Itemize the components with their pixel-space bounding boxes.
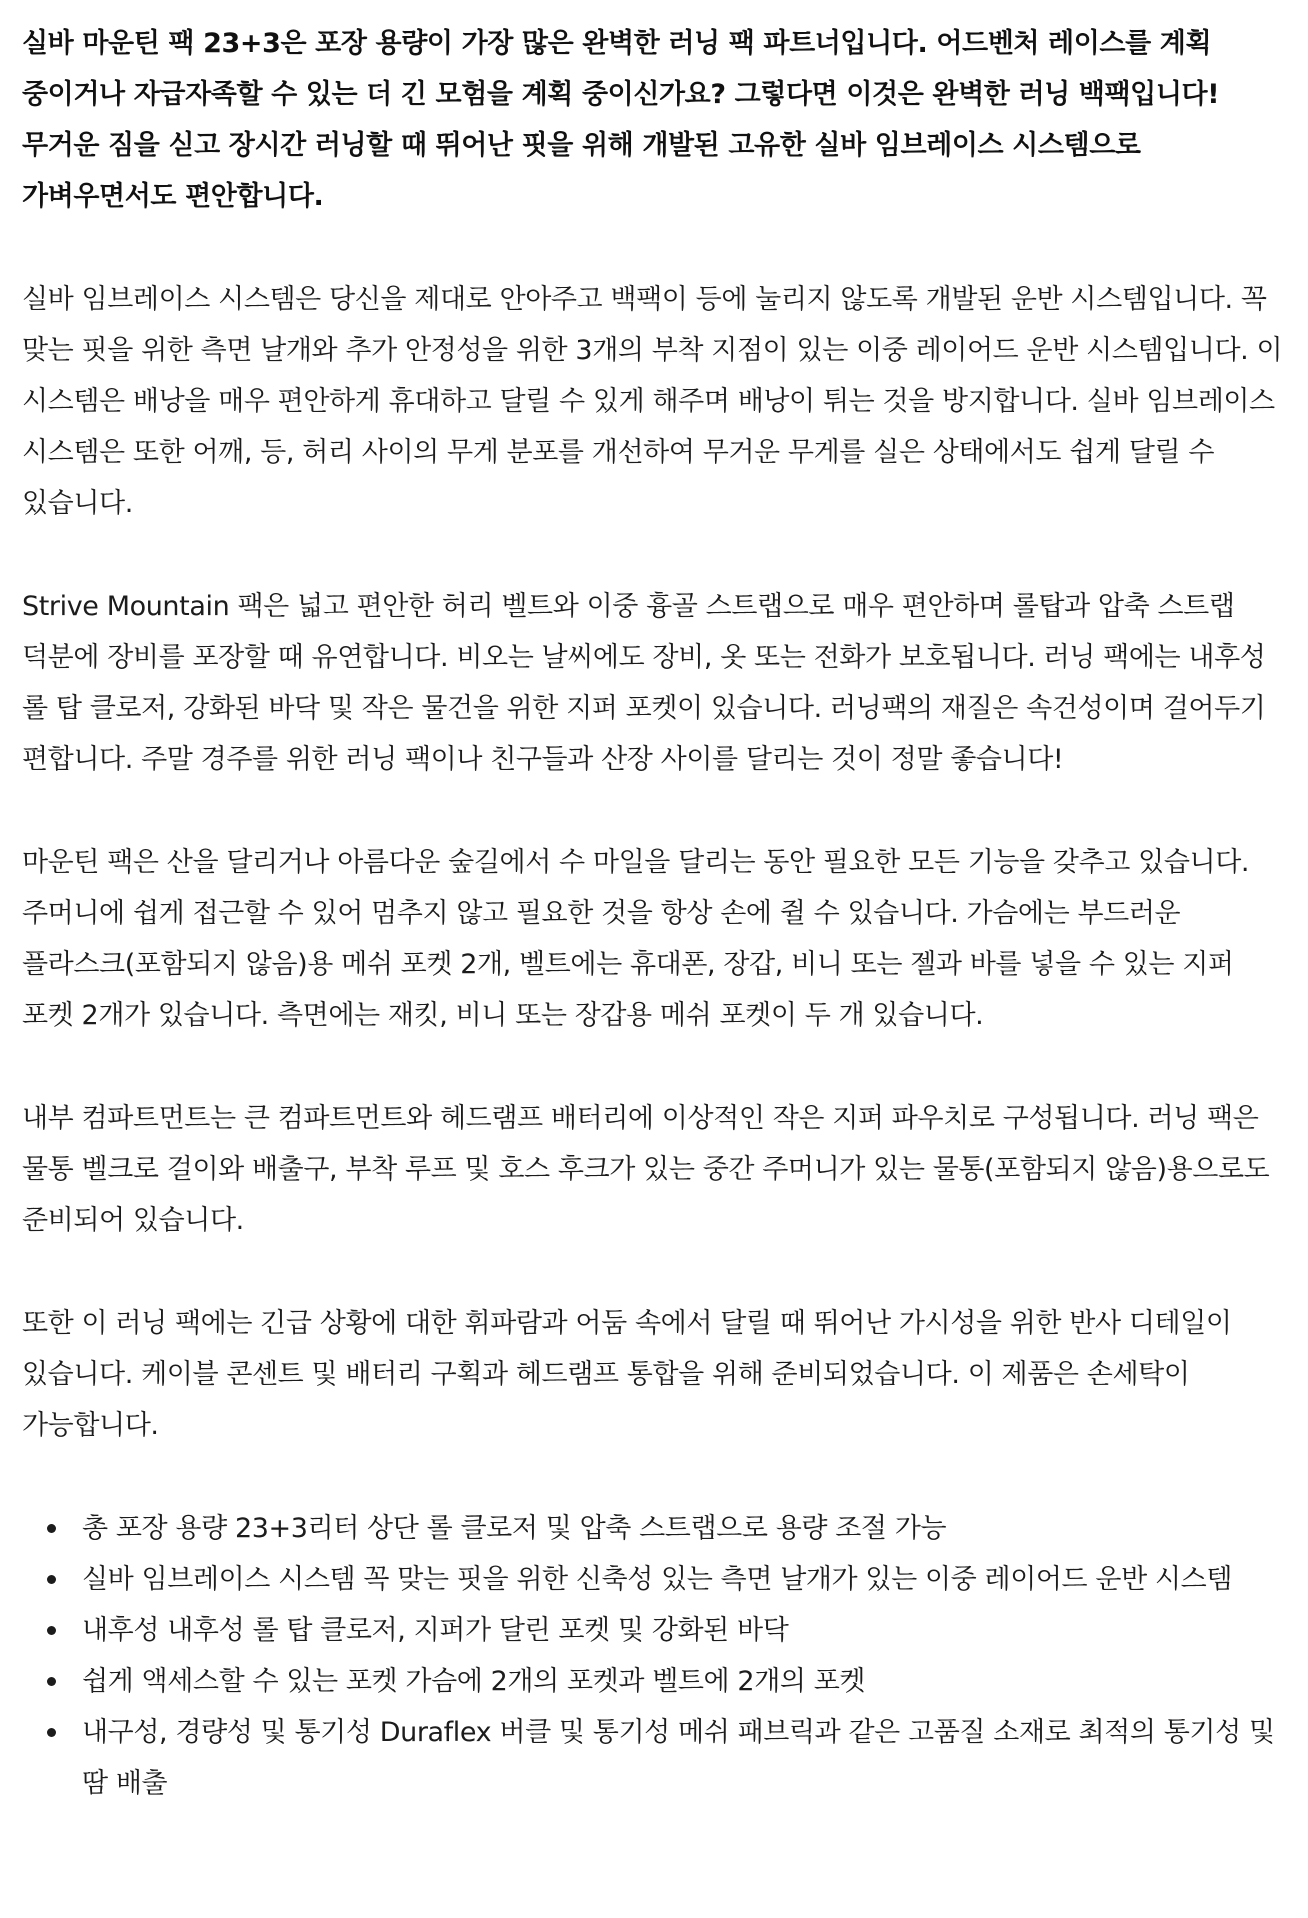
bullet-icon: [47, 1728, 56, 1737]
pockets-paragraph: 마운틴 팩은 산을 달리거나 아름다운 숲길에서 수 마일을 달리는 동안 필요한 모든 기능을 갖추고 있습니다. 주머니에 쉽게 접근할 수 있어 멈추지 않고 필요한 것을 항상 손에 쥘 수 있습니다. 가슴에는 부드러운 플라스크(포함되지 않음)용 메쉬 포켓 2개, 벨트에는 휴대폰, 장갑, 비니 또는 젤과 바를 넣을 수 있는 지퍼 포켓 2개가 있습니다. 측면에는 재킷, 비니 또는 장갑용 메쉬 포켓이 두 개 있습니다.: [22, 847, 1250, 1031]
list-item: [82, 1707, 1290, 1809]
compartment-paragraph: 내부 컴파트먼트는 큰 컴파트먼트와 헤드램프 배터리에 이상적인 작은 지퍼 파우치로 구성됩니다. 러닝 팩은 물통 벨크로 걸이와 배출구, 부착 루프 및 호스 후크가 있는 중간 주머니가 있는 물통(포함되지 않음)용으로도 준비되어 있습니다.: [22, 1103, 1270, 1236]
list-item-text: 내구성, 경량성 및 통기성 Duraflex 버클 및 통기성 메쉬 패브릭과 같은 고품질 소재로 최적의 통기성 및 땀 배출: [82, 1717, 1275, 1799]
list-item-text: 총 포장 용량 23+3리터 상단 롤 클로저 및 압축 스트랩으로 용량 조절 가능: [82, 1513, 947, 1544]
list-item: [82, 1605, 1290, 1656]
embrace-system-paragraph: 실바 임브레이스 시스템은 당신을 제대로 안아주고 백팩이 등에 눌리지 않도록 개발된 운반 시스템입니다. 꼭 맞는 핏을 위한 측면 날개와 추가 안정성을 위한 3개의 부착 지점이 있는 이중 레이어드 운반 시스템입니다. 이 시스템은 배낭을 매우 편안하게 휴대하고 달릴 수 있게 해주며 배낭이 튀는 것을 방지합니다. 실바 임브레이스 시스템은 또한 어깨, 등, 허리 사이의 무게 분포를 개선하여 무거운 무게를 실은 상태에서도 쉽게 달릴 수 있습니다.: [22, 284, 1283, 519]
bullet-icon: [47, 1524, 56, 1533]
bullet-icon: [47, 1626, 56, 1635]
list-item-text: 쉽게 액세스할 수 있는 포켓 가슴에 2개의 포켓과 벨트에 2개의 포켓: [82, 1666, 866, 1697]
list-item: [82, 1503, 1290, 1554]
list-item-text: 실바 임브레이스 시스템 꼭 맞는 핏을 위한 신축성 있는 측면 날개가 있는 이중 레이어드 운반 시스템: [82, 1564, 1233, 1595]
bullet-icon: [47, 1677, 56, 1686]
feature-list: [22, 1503, 1290, 1809]
safety-paragraph: 또한 이 러닝 팩에는 긴급 상황에 대한 휘파람과 어둠 속에서 달릴 때 뛰어난 가시성을 위한 반사 디테일이 있습니다. 케이블 콘센트 및 배터리 구획과 헤드램프 통합을 위해 준비되었습니다. 이 제품은 손세탁이 가능합니다.: [22, 1308, 1232, 1441]
strive-mountain-paragraph: Strive Mountain 팩은 넓고 편안한 허리 벨트와 이중 흉골 스트랩으로 매우 편안하며 롤탑과 압축 스트랩 덕분에 장비를 포장할 때 유연합니다. 비오는 날씨에도 장비, 옷 또는 전화가 보호됩니다. 러닝 팩에는 내후성 롤 탑 클로저, 강화된 바닥 및 작은 물건을 위한 지퍼 포켓이 있습니다. 러닝팩의 재질은 속건성이며 걸어두기 편합니다. 주말 경주를 위한 러닝 팩이나 친구들과 산장 사이를 달리는 것이 정말 좋습니다!: [22, 591, 1266, 775]
intro-paragraph: 실바 마운틴 팩 23+3은 포장 용량이 가장 많은 완벽한 러닝 팩 파트너입니다. 어드벤처 레이스를 계획 중이거나 자급자족할 수 있는 더 긴 모험을 계획 중이신가요? 그렇다면 이것은 완벽한 러닝 백팩입니다! 무거운 짐을 싣고 장시간 러닝할 때 뛰어난 핏을 위해 개발된 고유한 실바 임브레이스 시스템으로 가벼우면서도 편안합니다.: [22, 28, 1220, 212]
list-item: [82, 1656, 1290, 1707]
list-item-text: 내후성 내후성 롤 탑 클로저, 지퍼가 달린 포켓 및 강화된 바닥: [82, 1615, 789, 1646]
list-item: [82, 1554, 1290, 1605]
bullet-icon: [47, 1575, 56, 1584]
